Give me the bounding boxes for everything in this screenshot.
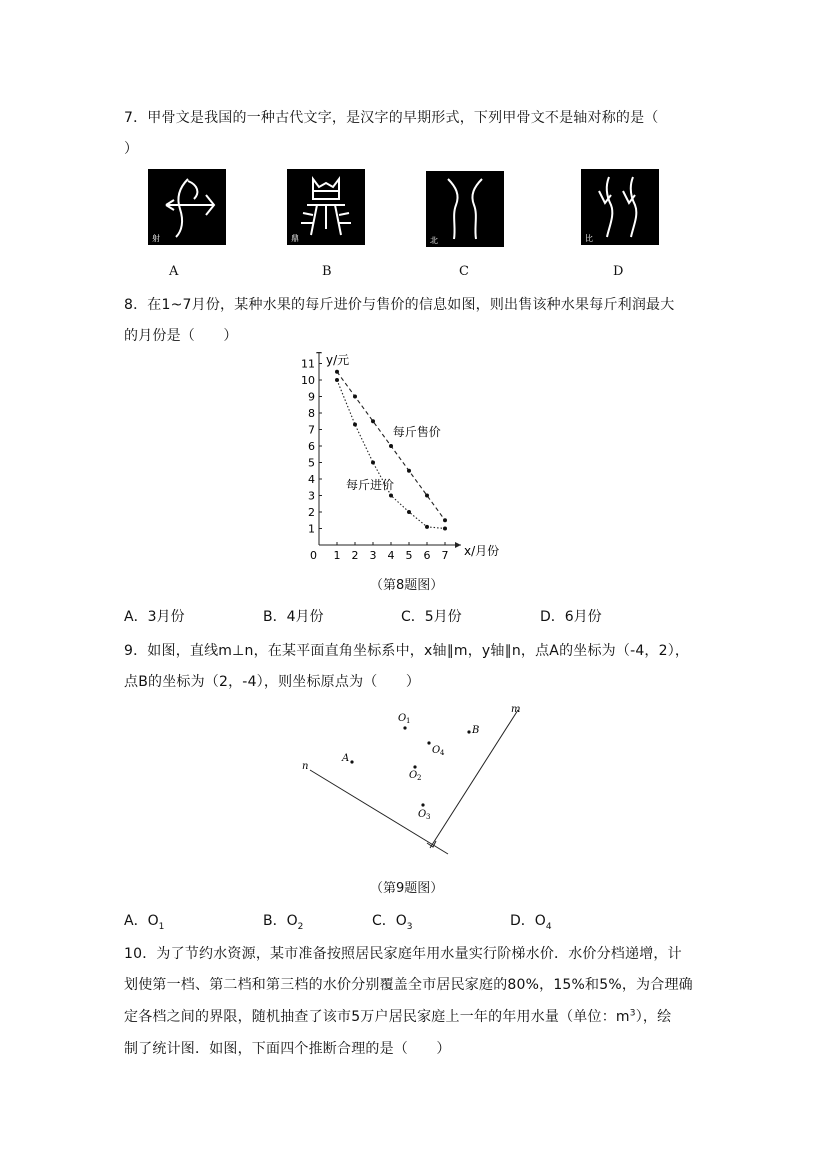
q9-option-d-sub: 4 (545, 921, 552, 932)
svg-text:O: O (418, 809, 427, 820)
svg-text:比: 比 (585, 234, 593, 243)
q9-option-c-text: C．O (372, 913, 407, 929)
q8-option-c[interactable]: C．5月份 (401, 609, 462, 625)
q8-option-a[interactable]: A．3月份 (124, 609, 185, 625)
point-o1 (403, 726, 406, 729)
series-line-cost (337, 380, 445, 529)
q7-text-line1: 7．甲骨文是我国的一种古代文字，是汉字的早期形式，下列甲骨文不是轴对称的是（ (124, 110, 659, 126)
x-tick-label: 2 (351, 549, 359, 562)
svg-text:A: A (342, 753, 350, 764)
x-axis-arrow (455, 542, 461, 548)
svg-text:m: m (511, 704, 521, 715)
q8-option-b[interactable]: B．4月份 (263, 609, 324, 625)
q7-option-b-label[interactable]: B (322, 264, 332, 279)
y-tick-label: 8 (308, 407, 315, 420)
q8-text-line2: 的月份是（ ） (124, 328, 238, 344)
q7-option-c-label[interactable]: C (459, 264, 469, 279)
y-tick-label: 10 (301, 374, 315, 387)
svg-text:射: 射 (152, 234, 160, 243)
data-point (389, 494, 393, 498)
y-tick-label: 5 (308, 456, 315, 470)
q9-option-d-text: D．O (510, 913, 546, 929)
q9-text-line1: 9．如图，直线m⊥n，在某平面直角坐标系中，x轴∥m，y轴∥n，点A的坐标为（-4，2）， (124, 643, 690, 659)
data-point (353, 395, 357, 399)
x-axis-label: x/月份 (464, 544, 500, 558)
q9-option-a-text: A．O (124, 913, 159, 929)
q9-option-a[interactable] (124, 910, 164, 932)
y-axis-arrow (316, 352, 322, 353)
svg-text:O: O (409, 770, 418, 781)
data-point (335, 370, 339, 374)
svg-text:3: 3 (426, 813, 431, 821)
q9-option-d[interactable] (510, 910, 552, 932)
oracle-glyph-ding (287, 169, 365, 245)
origin-label: 0 (310, 549, 317, 562)
legend-cost-price: 每斤进价 (346, 477, 395, 492)
y-axis-label: y/元 (326, 353, 350, 367)
q7-option-a-label[interactable]: A (169, 264, 179, 279)
data-point (407, 469, 411, 473)
data-point (443, 527, 447, 531)
x-tick-label: 4 (387, 549, 395, 562)
q9-option-c-sub: 3 (406, 921, 413, 932)
data-point (425, 525, 429, 529)
svg-text:O: O (398, 713, 407, 724)
x-tick-label: 7 (441, 549, 449, 562)
x-tick-label: 3 (369, 549, 377, 562)
y-tick-label: 6 (308, 440, 315, 453)
point-a (350, 760, 353, 763)
q9-text-line2: 点B的坐标为（2，-4），则坐标原点为（ ） (124, 674, 421, 690)
y-tick-label: 9 (308, 390, 315, 404)
q7-option-d-label[interactable]: D (613, 264, 624, 279)
y-tick-label: 4 (308, 473, 315, 486)
y-tick-label: 3 (308, 489, 315, 503)
q10-line3-main: 定各档之间的界限，随机抽查了该市5万户居民家庭上一年的年用水量（单位：m (124, 1009, 630, 1025)
q9-option-b-text: B．O (263, 913, 298, 929)
svg-text:n: n (302, 761, 309, 772)
q10-text-line4: 制了统计图．如图，下面四个推断合理的是（ ） (124, 1041, 451, 1057)
point-o2 (413, 765, 416, 768)
data-point (389, 444, 393, 448)
line-n (310, 770, 448, 854)
data-point (407, 510, 411, 514)
svg-text:鼎: 鼎 (291, 234, 299, 243)
oracle-glyph-she (148, 169, 226, 245)
svg-text:北: 北 (430, 236, 438, 245)
svg-text:O: O (432, 745, 441, 756)
y-tick-label: 1 (308, 522, 315, 536)
q8-text-line1: 8．在1~7月份，某种水果的每斤进价与售价的信息如图，则出售该种水果每斤利润最大 (124, 297, 675, 313)
y-tick-label: 11 (301, 357, 315, 371)
q8-chart (300, 352, 520, 567)
q8-caption: （第8题图） (370, 578, 444, 593)
svg-text:B: B (472, 725, 480, 736)
legend-sell-price: 每斤售价 (392, 425, 441, 440)
svg-text:4: 4 (440, 749, 445, 757)
q10-text-line2: 划使第一档、第二档和第三档的水价分别覆盖全市居民家庭的80%，15%和5%，为合理确 (124, 977, 693, 993)
data-point (335, 378, 339, 382)
x-tick-label: 6 (423, 549, 431, 562)
point-o4 (427, 741, 430, 744)
q9-option-c[interactable] (372, 910, 413, 932)
q9-option-b-sub: 2 (297, 921, 304, 932)
data-point (371, 419, 375, 423)
q9-option-b[interactable] (263, 910, 303, 932)
q9-option-a-sub: 1 (158, 921, 165, 932)
svg-text:2: 2 (417, 774, 422, 782)
q8-option-d[interactable]: D．6月份 (540, 609, 602, 625)
q9-figure (290, 698, 530, 863)
oracle-glyph-bei (426, 171, 504, 247)
x-tick-label: 1 (333, 549, 341, 562)
data-point (371, 461, 375, 465)
point-o3 (421, 803, 424, 806)
q10-line3-end: ），绘 (635, 1009, 672, 1025)
y-tick-label: 2 (308, 506, 315, 519)
data-point (425, 494, 429, 498)
x-tick-label: 5 (405, 549, 413, 562)
q10-text-line1: 10．为了节约水资源，某市准备按照居民家庭年用水量实行阶梯水价．水价分档递增，计 (124, 946, 682, 962)
q7-text-line2: ） (124, 141, 139, 157)
q10-line3-sup: 3 (629, 1008, 636, 1019)
point-b (467, 730, 470, 733)
svg-text:1: 1 (406, 717, 411, 725)
q10-text-line3 (124, 1006, 671, 1026)
q9-caption: （第9题图） (370, 881, 444, 896)
data-point (353, 423, 357, 427)
y-tick-label: 7 (308, 423, 315, 437)
oracle-glyph-bi (581, 169, 659, 245)
data-point (443, 518, 447, 522)
